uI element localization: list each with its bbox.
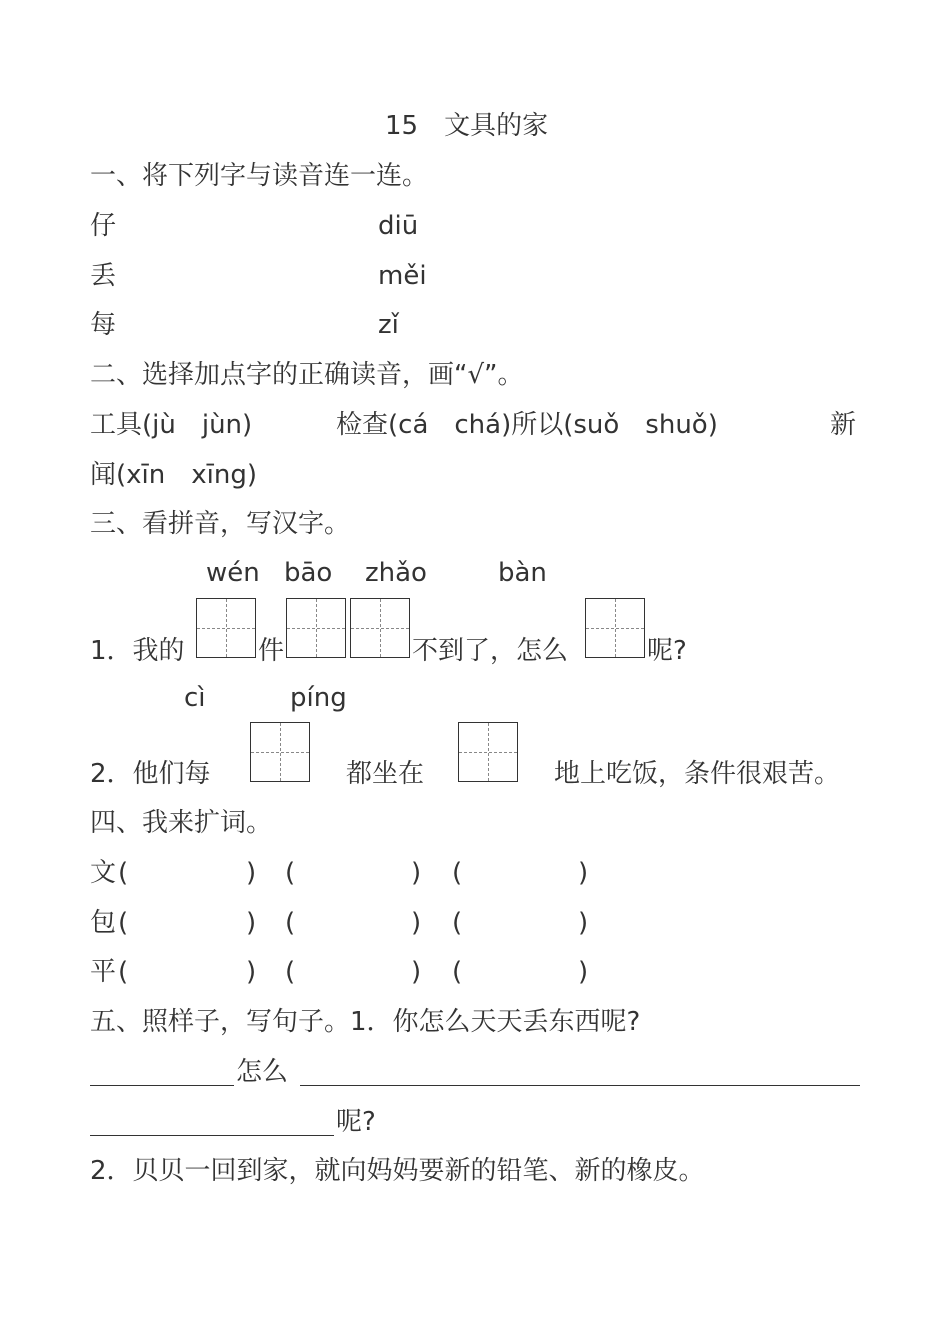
- answer-blank[interactable]: [300, 1085, 860, 1086]
- pinyin-ban: bàn: [498, 558, 547, 588]
- section3-heading: 三、看拼音，写汉字。: [90, 509, 351, 539]
- expand-char-1: 文: [90, 858, 117, 888]
- paren-open: (: [118, 908, 129, 938]
- q2-part-2: 都坐在: [346, 759, 425, 789]
- paren-open: (: [285, 858, 296, 888]
- q2-part-3: 地上吃饭，条件很艰苦。: [554, 759, 841, 789]
- paren-close: ): [578, 908, 589, 938]
- q2-part-1: 2．他们每: [90, 759, 211, 789]
- writing-box-ban[interactable]: [585, 598, 645, 658]
- paren-open: (: [118, 858, 129, 888]
- paren-open: (: [118, 957, 129, 987]
- paren-close: ): [411, 858, 422, 888]
- q1-part-4: 呢?: [647, 636, 687, 666]
- section5-q2: 2．贝贝一回到家，就向妈妈要新的铅笔、新的橡皮。: [90, 1156, 705, 1186]
- pattern-end: 呢?: [336, 1107, 376, 1137]
- q1-part-2: 件: [258, 636, 285, 666]
- answer-blank[interactable]: [90, 1085, 234, 1086]
- match-char-3: 每: [90, 310, 117, 340]
- paren-close: ): [246, 957, 257, 987]
- writing-box-ping[interactable]: [458, 722, 518, 782]
- pinyin-zhao: zhǎo: [365, 558, 427, 588]
- paren-close: ): [246, 908, 257, 938]
- paren-close: ): [578, 858, 589, 888]
- section1-heading: 一、将下列字与读音连一连。: [90, 161, 429, 191]
- pinyin-wen: wén: [206, 558, 260, 588]
- paren-open: (: [285, 908, 296, 938]
- section5-heading: 五、照样子，写句子。1．你怎么天天丢东西呢?: [90, 1007, 641, 1037]
- writing-box-zhao[interactable]: [286, 598, 346, 658]
- paren-close: ): [578, 957, 589, 987]
- match-char-1: 仔: [90, 211, 117, 241]
- expand-char-2: 包: [90, 908, 117, 938]
- match-char-2: 丢: [90, 261, 117, 291]
- paren-open: (: [452, 858, 463, 888]
- q1-part-3: 不到了，怎么: [412, 636, 569, 666]
- q1-part-1: 1．我的: [90, 636, 185, 666]
- reading-choice-4-start: 新: [830, 410, 857, 440]
- reading-choice-1: 工具(jù jùn): [90, 410, 253, 440]
- writing-box-zhao-2[interactable]: [350, 598, 410, 658]
- section2-heading: 二、选择加点字的正确读音，画“√”。: [90, 360, 524, 390]
- paren-close: ): [246, 858, 257, 888]
- writing-box-wen[interactable]: [196, 598, 256, 658]
- pattern-word: 怎么: [236, 1057, 289, 1087]
- section4-heading: 四、我来扩词。: [90, 808, 273, 838]
- pinyin-ci: cì: [184, 683, 206, 713]
- match-pinyin-1: diū: [378, 211, 419, 241]
- reading-choice-4-end: 闻(xīn xīng): [90, 460, 257, 490]
- pinyin-ping: píng: [290, 683, 347, 713]
- pinyin-bao: bāo: [284, 558, 333, 588]
- paren-open: (: [285, 957, 296, 987]
- answer-blank[interactable]: [90, 1135, 334, 1136]
- paren-close: ): [411, 957, 422, 987]
- expand-char-3: 平: [90, 957, 117, 987]
- match-pinyin-3: zǐ: [378, 310, 399, 340]
- paren-close: ): [411, 908, 422, 938]
- match-pinyin-2: měi: [378, 261, 427, 291]
- paren-open: (: [452, 957, 463, 987]
- page-title: 15 文具的家: [385, 111, 549, 141]
- paren-open: (: [452, 908, 463, 938]
- writing-box-ci[interactable]: [250, 722, 310, 782]
- reading-choice-2-3: 检查(cá chá)所以(suǒ shuǒ): [336, 410, 718, 440]
